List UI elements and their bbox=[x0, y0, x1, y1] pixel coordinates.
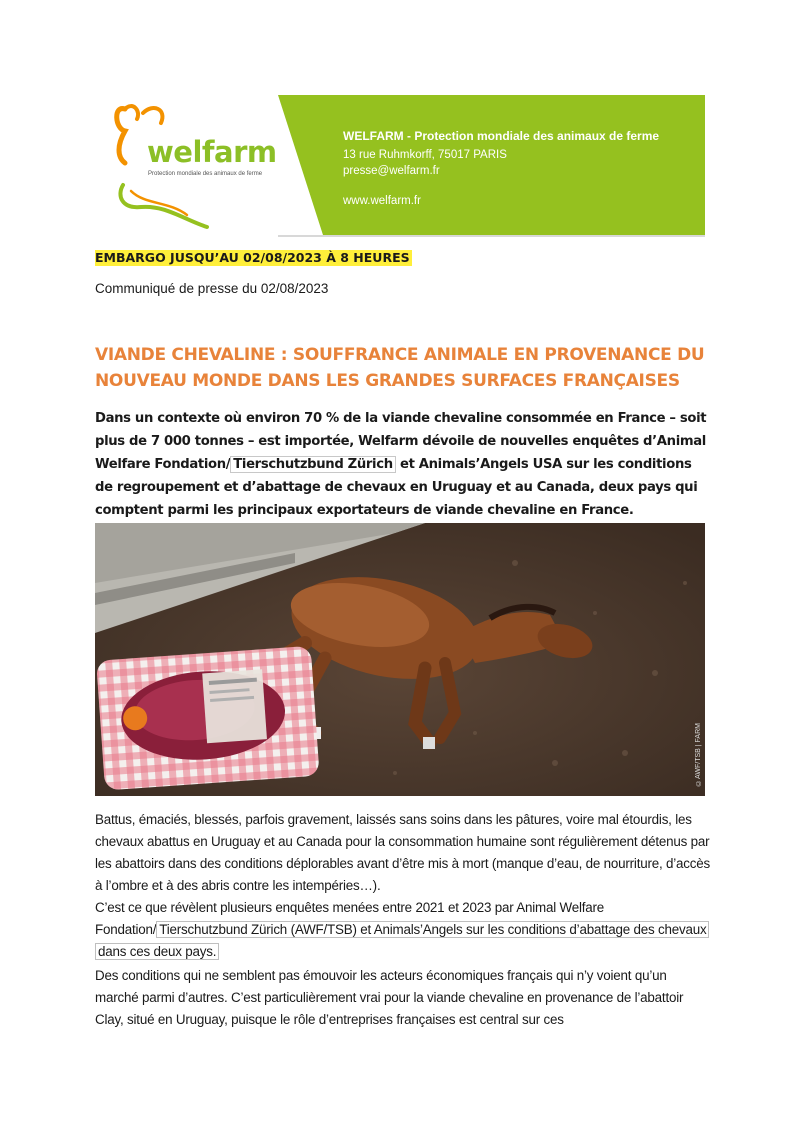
tierschutzbund-link[interactable]: Tierschutzbund Zürich bbox=[230, 456, 395, 473]
header-divider bbox=[278, 235, 705, 237]
paragraph-investigations bbox=[95, 897, 710, 963]
headline: VIANDE CHEVALINE : SOUFFRANCE ANIMALE EN PROVENANCE DU NOUVEAU MONDE DANS LES GRANDES SURFACES FRANÇAISES bbox=[95, 345, 705, 391]
org-address: 13 rue Ruhmkorff, 75017 PARIS bbox=[343, 149, 507, 161]
press-release-date: Communiqué de presse du 02/08/2023 bbox=[95, 281, 329, 296]
photo-illustration bbox=[95, 523, 705, 796]
lead-paragraph bbox=[95, 407, 707, 522]
press-email[interactable]: presse@welfarm.fr bbox=[343, 165, 440, 177]
photo-credit: ©AWF/TSB | FARM bbox=[695, 723, 702, 787]
paragraph-investigations-text: C’est ce que révèlent plusieurs enquêtes menées entre 2021 et 2023 par Animal Welfare Fondation/ bbox=[95, 900, 605, 937]
lead-text-start: Dans un contexte où environ 70 % de la viande chevaline consommée en France – soit plus de 7 000 tonnes – est importée, Welfarm dévoile de nouvelles enquêtes d’Animal Welfare Fondation/ bbox=[95, 411, 707, 472]
horse-and-meat-photo bbox=[95, 523, 705, 796]
investigation-link[interactable]: Tierschutzbund Zürich (AWF/TSB) et Animals’Angels sur les conditions d’abattage des chevaux dans ces deux pays. bbox=[95, 921, 709, 960]
paragraph-economic-actors: Des conditions qui ne semblent pas émouvoir les acteurs économiques français qui n’y voient qu’un marché parmi d’autres. C’est particulièrement vrai pour la viande chevaline en provenance de l’abattoir Clay, situé en Uruguay, puisque le rôle d’entreprises françaises est central sur ces bbox=[95, 968, 684, 1027]
logo-wordmark: welfarm bbox=[147, 135, 277, 169]
website-link[interactable]: www.welfarm.fr bbox=[343, 195, 421, 207]
lead-text-end: et Animals’Angels USA sur les conditions de regroupement et d’abattage de chevaux en Uruguay et au Canada, deux pays qui comptent parmi les principaux exportateurs de viande chevaline en France. bbox=[95, 457, 698, 518]
letterhead bbox=[95, 95, 705, 237]
logo-tagline: Protection mondiale des animaux de ferme bbox=[148, 171, 263, 177]
paragraph-conditions: Battus, émaciés, blessés, parfois gravement, laissés sans soins dans les pâtures, voire mal étourdis, les chevaux abattus en Uruguay et au Canada pour la consommation humaine sont régulièrement détenus par les abattoirs dans des conditions déplorables avant d’être mis à mort (manque d’eau, de nourriture, d’accès à l’ombre et à des abris contre les intempéries…). bbox=[95, 812, 711, 893]
embargo-notice: EMBARGO JUSQU’AU 02/08/2023 À 8 HEURES bbox=[95, 250, 410, 265]
welfarm-logo bbox=[95, 95, 285, 237]
org-name: WELFARM - Protection mondiale des animaux de ferme bbox=[343, 129, 660, 143]
